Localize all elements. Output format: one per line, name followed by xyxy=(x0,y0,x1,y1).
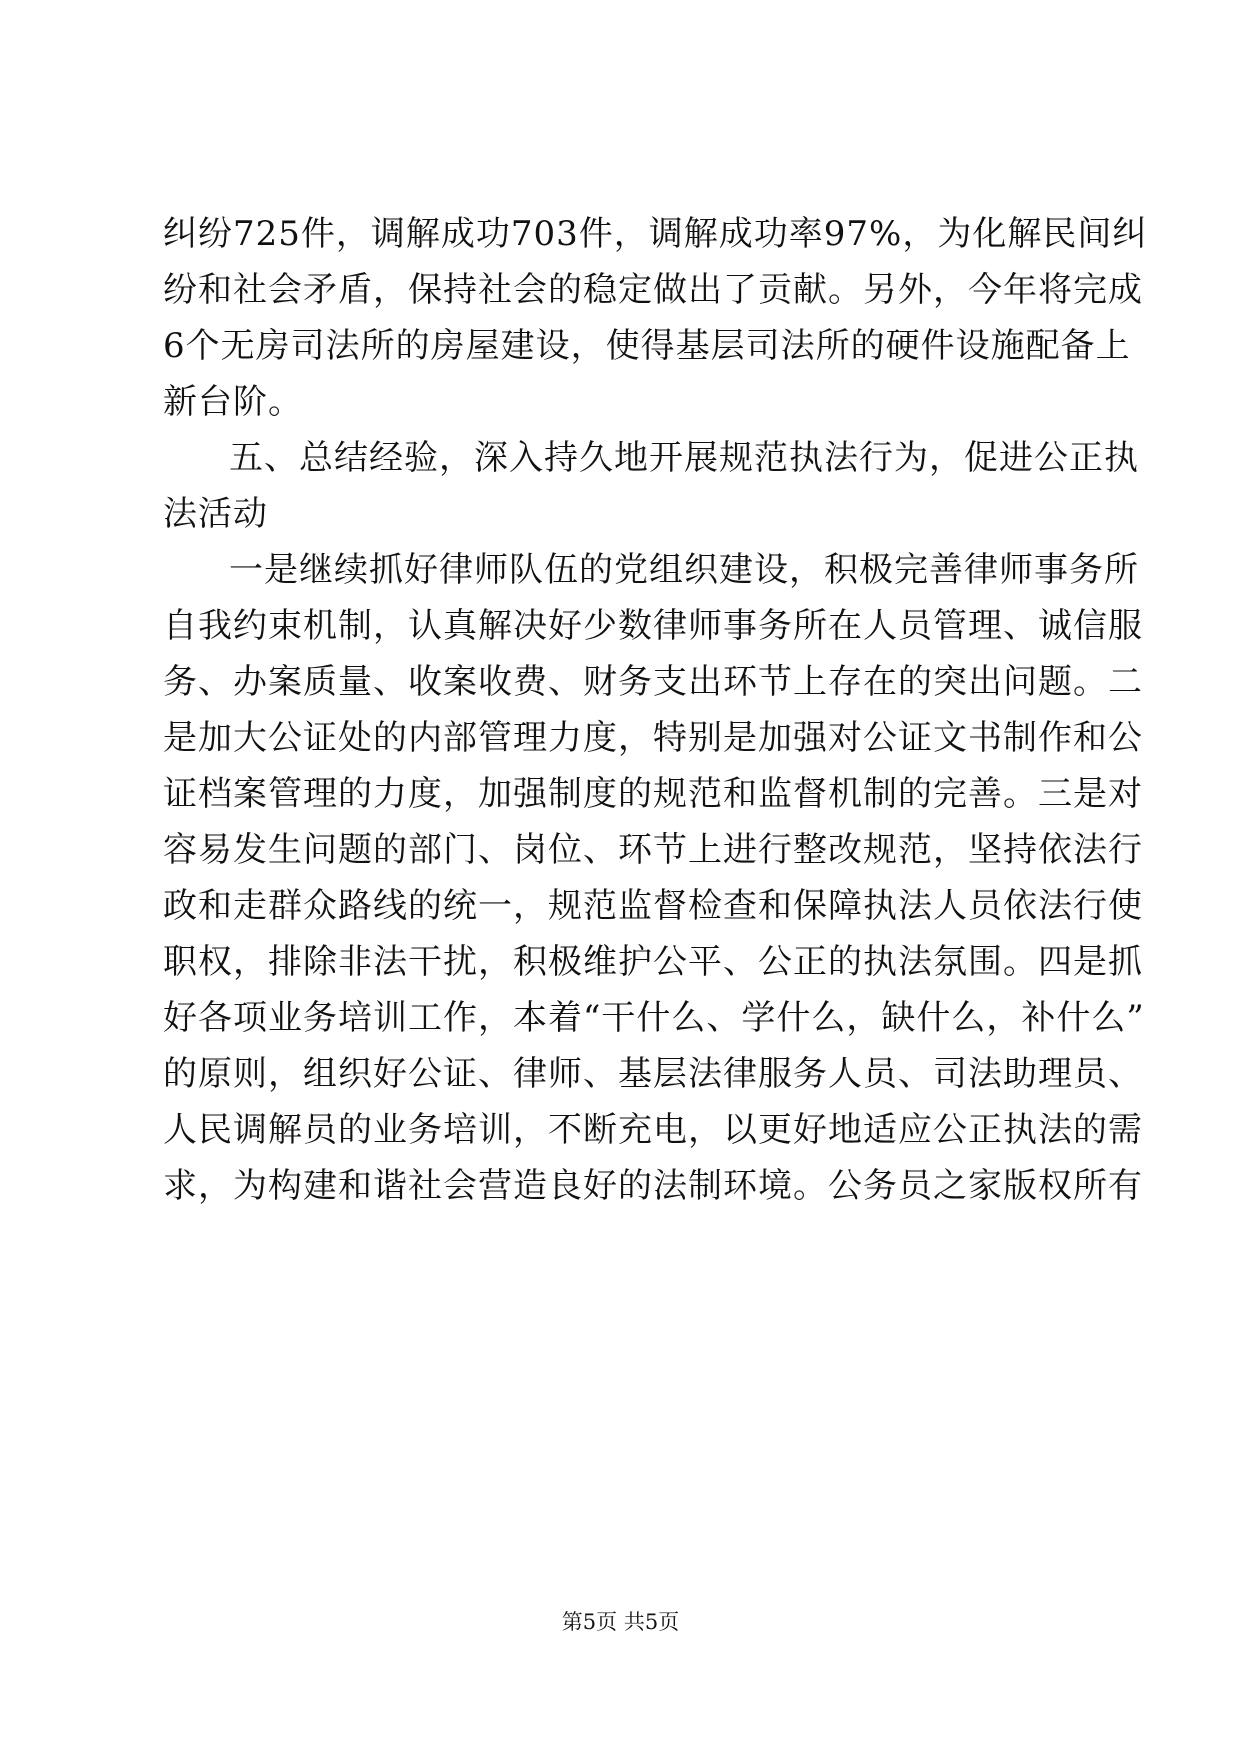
text-line: 政和走群众路线的统一，规范监督检查和保障执法人员依法行使 xyxy=(163,886,1143,926)
text-line: 纠纷725件，调解成功703件，调解成功率97%，为化解民间纠 xyxy=(163,214,1148,254)
page-number-footer: 第5页 共5页 xyxy=(561,1610,680,1634)
text-line: 好各项业务培训工作，本着“干什么、学什么，缺什么，补什么” xyxy=(163,998,1145,1038)
text-line: 求，为构建和谐社会营造良好的法制环境。公务员之家版权所有 xyxy=(163,1166,1143,1206)
section-heading-line: 五、总结经验，深入持久地开展规范执法行为，促进公正执 xyxy=(229,438,1139,478)
text-line: 人民调解员的业务培训，不断充电，以更好地适应公正执法的需 xyxy=(163,1110,1143,1150)
text-line: 证档案管理的力度，加强制度的规范和监督机制的完善。三是对 xyxy=(163,774,1143,814)
text-line: 务、办案质量、收案收费、财务支出环节上存在的突出问题。二 xyxy=(163,662,1143,702)
text-line: 纷和社会矛盾，保持社会的稳定做出了贡献。另外，今年将完成 xyxy=(163,270,1143,310)
section-heading-line: 法活动 xyxy=(163,494,268,534)
text-line: 新台阶。 xyxy=(163,382,303,422)
text-line: 一是继续抓好律师队伍的党组织建设，积极完善律师事务所 xyxy=(229,550,1139,590)
text-line: 6个无房司法所的房屋建设，使得基层司法所的硬件设施配备上 xyxy=(163,326,1131,366)
text-line: 自我约束机制，认真解决好少数律师事务所在人员管理、诚信服 xyxy=(163,606,1143,646)
text-line: 容易发生问题的部门、岗位、环节上进行整改规范，坚持依法行 xyxy=(163,830,1143,870)
text-line: 职权，排除非法干扰，积极维护公平、公正的执法氛围。四是抓 xyxy=(163,942,1143,982)
text-line: 的原则，组织好公证、律师、基层法律服务人员、司法助理员、 xyxy=(163,1054,1143,1094)
text-line: 是加大公证处的内部管理力度，特别是加强对公证文书制作和公 xyxy=(163,718,1143,758)
